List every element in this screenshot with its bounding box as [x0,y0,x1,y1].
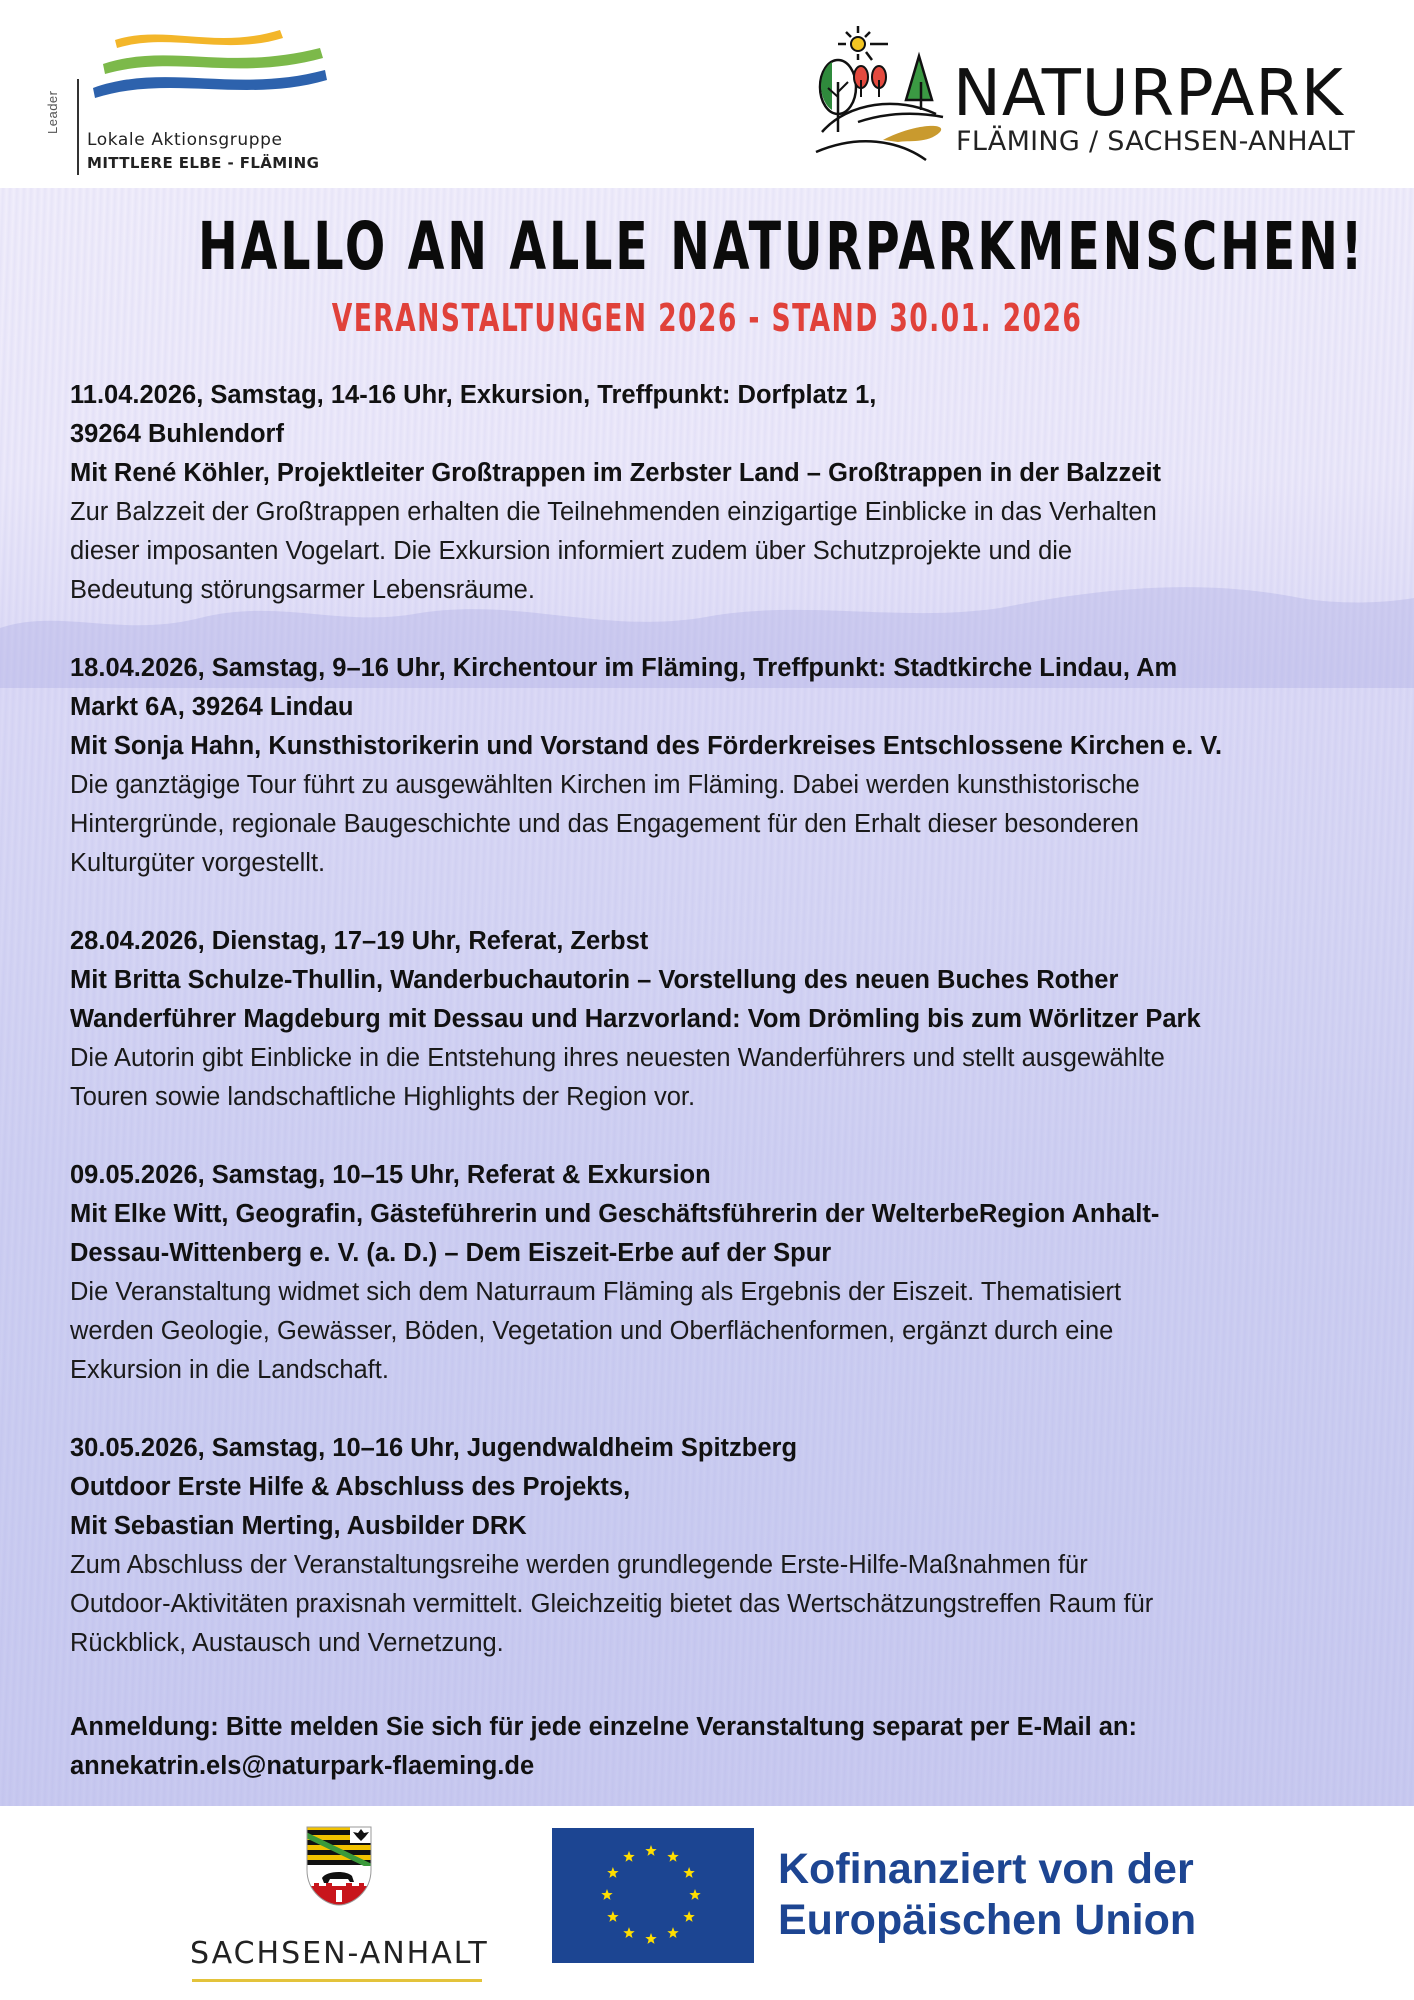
event-description: Touren sowie landschaftliche Highlights der Region vor. [70,1083,696,1111]
event-header: 11.04.2026, Samstag, 14-16 Uhr, Exkursion, Treffpunkt: Dorfplatz 1, [70,381,877,409]
star-icon [607,1911,618,1922]
star-icon [601,1889,612,1900]
event-header: 39264 Buhlendorf [70,420,284,448]
event-description: werden Geologie, Gewässer, Böden, Vegetation und Oberflächenformen, ergänzt durch eine [70,1317,1114,1345]
sachsen-anhalt-logo [190,1826,490,1996]
star-icon [667,1927,678,1938]
divider [77,79,79,175]
event-description: Hintergründe, regionale Baugeschichte und das Engagement für den Erhalt dieser besonderen [70,810,1139,838]
star-icon [623,1851,634,1862]
event-speaker: Mit Elke Witt, Geografin, Gästeführerin und Geschäftsführerin der WelterbeRegion Anhalt- [70,1200,1160,1228]
event-item [70,649,1400,883]
event-header: 18.04.2026, Samstag, 9–16 Uhr, Kirchentour im Fläming, Treffpunkt: Stadtkirche Lindau, Am [70,654,1178,682]
event-speaker: Mit Sonja Hahn, Kunsthistorikerin und Vorstand des Förderkreises Entschlossene Kirchen e. V. [70,732,1223,760]
event-item [70,376,1400,610]
star-icon [689,1889,700,1900]
page-title: HALLO AN ALLE NATURPARKMENSCHEN! [197,208,1366,285]
event-description: Kulturgüter vorgestellt. [70,849,326,877]
star-icon [607,1867,618,1878]
event-description: Zum Abschluss der Veranstaltungsreihe werden grundlegende Erste-Hilfe-Maßnahmen für [70,1551,1088,1579]
event-description: Zur Balzzeit der Großtrappen erhalten die Teilnehmenden einzigartige Einblicke in das Verhalten [70,498,1157,526]
star-icon [667,1851,678,1862]
event-description: Exkursion in die Landschaft. [70,1356,389,1384]
event-description: Die Veranstaltung widmet sich dem Naturraum Fläming als Ergebnis der Eiszeit. Thematisiert [70,1278,1122,1306]
event-item [70,922,1400,1117]
coat-of-arms-icon [306,1826,372,1906]
lag-logo [45,22,345,172]
event-speaker: Dessau-Wittenberg e. V. (a. D.) – Dem Eiszeit-Erbe auf der Spur [70,1239,832,1267]
event-header: Markt 6A, 39264 Lindau [70,693,354,721]
naturpark-title: NATURPARK [953,57,1344,131]
landscape-icon [808,22,948,162]
star-icon [645,1845,656,1856]
page-subtitle: VERANSTALTUNGEN 2026 - STAND 30.01. 2026 [331,296,1083,340]
event-title: Outdoor Erste Hilfe & Abschluss des Projekts, [70,1473,631,1501]
event-description: Bedeutung störungsarmer Lebensräume. [70,576,535,604]
header [0,0,1414,188]
star-icon [645,1933,656,1944]
registration-email-link[interactable]: annekatrin.els@naturpark-flaeming.de [70,1752,535,1780]
event-header: 09.05.2026, Samstag, 10–15 Uhr, Referat & Exkursion [70,1161,711,1189]
event-speaker: Mit Sebastian Merting, Ausbilder DRK [70,1512,527,1540]
star-icon [683,1911,694,1922]
footer [0,1806,1414,2000]
leader-label: Leader [45,90,60,134]
eu-stars [552,1828,754,1963]
event-item [70,1156,1400,1390]
registration [70,1708,1137,1786]
event-header: 30.05.2026, Samstag, 10–16 Uhr, Jugendwaldheim Spitzberg [70,1434,798,1462]
event-description: Rückblick, Austausch und Vernetzung. [70,1629,504,1657]
waves-logo-graphic [75,22,335,102]
eu-flag-icon [552,1828,754,1963]
star-icon [683,1867,694,1878]
event-speaker: Mit Britta Schulze-Thullin, Wanderbuchautorin – Vorstellung des neuen Buches Rother [70,966,1119,994]
event-description: Die ganztägige Tour führt zu ausgewählten Kirchen im Fläming. Dabei werden kunsthistorische [70,771,1140,799]
divider [192,1979,482,1982]
sachsen-anhalt-label: SACHSEN-ANHALT [190,1936,489,1971]
event-speaker: Mit René Köhler, Projektleiter Großtrappen im Zerbster Land – Großtrappen in der Balzzeit [70,459,1162,487]
star-icon [623,1927,634,1938]
event-item [70,1429,1400,1663]
lag-name: Lokale Aktionsgruppe [87,130,283,150]
eu-funding-line2: Europäischen Union [778,1896,1197,1944]
eu-funding-text [778,1844,1196,1946]
event-description: Die Autorin gibt Einblicke in die Entstehung ihres neuesten Wanderführers und stellt ausgewählte [70,1044,1165,1072]
naturpark-subtitle: FLÄMING / SACHSEN-ANHALT [956,126,1356,157]
registration-text: Anmeldung: Bitte melden Sie sich für jede einzelne Veranstaltung separat per E-Mail an: [70,1713,1137,1741]
event-speaker: Wanderführer Magdeburg mit Dessau und Harzvorland: Vom Drömling bis zum Wörlitzer Park [70,1005,1201,1033]
main-content [0,188,1414,1806]
event-list [70,376,1400,1702]
event-header: 28.04.2026, Dienstag, 17–19 Uhr, Referat, Zerbst [70,927,649,955]
naturpark-logo [808,22,1368,167]
event-description: Outdoor-Aktivitäten praxisnah vermittelt. Gleichzeitig bietet das Wertschätzungstreffen Raum für [70,1590,1154,1618]
lag-region: MITTLERE ELBE - FLÄMING [87,154,320,172]
event-description: dieser imposanten Vogelart. Die Exkursion informiert zudem über Schutzprojekte und die [70,537,1073,565]
eu-funding-line1: Kofinanziert von der [778,1845,1194,1893]
